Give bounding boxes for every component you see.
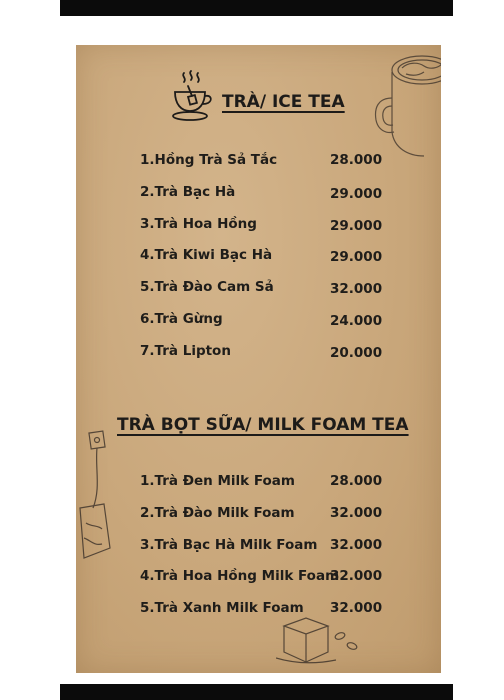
menu-item-price: 32.000 bbox=[330, 568, 383, 584]
menu-item-name: 7.Trà Lipton bbox=[140, 343, 231, 359]
menu-item-price: 28.000 bbox=[330, 152, 383, 168]
menu-item-price: 24.000 bbox=[330, 313, 383, 329]
section-title-milk-foam-tea: TRÀ BỌT SỮA/ MILK FOAM TEA bbox=[117, 415, 409, 435]
menu-item-name: 6.Trà Gừng bbox=[140, 311, 223, 327]
menu-item-name: 4.Trà Hoa Hồng Milk Foam bbox=[140, 568, 340, 584]
menu-item-price: 29.000 bbox=[330, 218, 383, 234]
menu-item-price: 29.000 bbox=[330, 186, 383, 202]
bottom-black-bar bbox=[60, 684, 453, 700]
menu-item-name: 5.Trà Đào Cam Sả bbox=[140, 279, 274, 295]
coffee-cup-sketch-icon bbox=[372, 48, 441, 168]
menu-item-name: 1.Trà Đen Milk Foam bbox=[140, 473, 295, 489]
menu-item-price: 32.000 bbox=[330, 505, 383, 521]
menu-item-price: 32.000 bbox=[330, 537, 383, 553]
menu-item-price: 29.000 bbox=[330, 249, 383, 265]
menu-item-name: 3.Trà Hoa Hồng bbox=[140, 216, 257, 232]
menu-item-name: 2.Trà Bạc Hà bbox=[140, 184, 236, 200]
top-black-bar bbox=[60, 0, 453, 16]
menu-item-name: 1.Hồng Trà Sả Tắc bbox=[140, 152, 278, 168]
menu-item-name: 4.Trà Kiwi Bạc Hà bbox=[140, 247, 273, 263]
sugar-cube-sketch-icon bbox=[276, 612, 366, 668]
menu-item-name: 3.Trà Bạc Hà Milk Foam bbox=[140, 537, 318, 553]
menu-item-price: 20.000 bbox=[330, 345, 383, 361]
menu-item-name: 5.Trà Xanh Milk Foam bbox=[140, 600, 304, 616]
menu-item-price: 28.000 bbox=[330, 473, 383, 489]
section-title-ice-tea: TRÀ/ ICE TEA bbox=[222, 92, 345, 112]
menu-item-price: 32.000 bbox=[330, 600, 383, 616]
tea-bag-sketch-icon bbox=[76, 428, 116, 563]
teacup-icon bbox=[170, 70, 216, 128]
menu-item-price: 32.000 bbox=[330, 281, 383, 297]
menu-item-name: 2.Trà Đào Milk Foam bbox=[140, 505, 295, 521]
